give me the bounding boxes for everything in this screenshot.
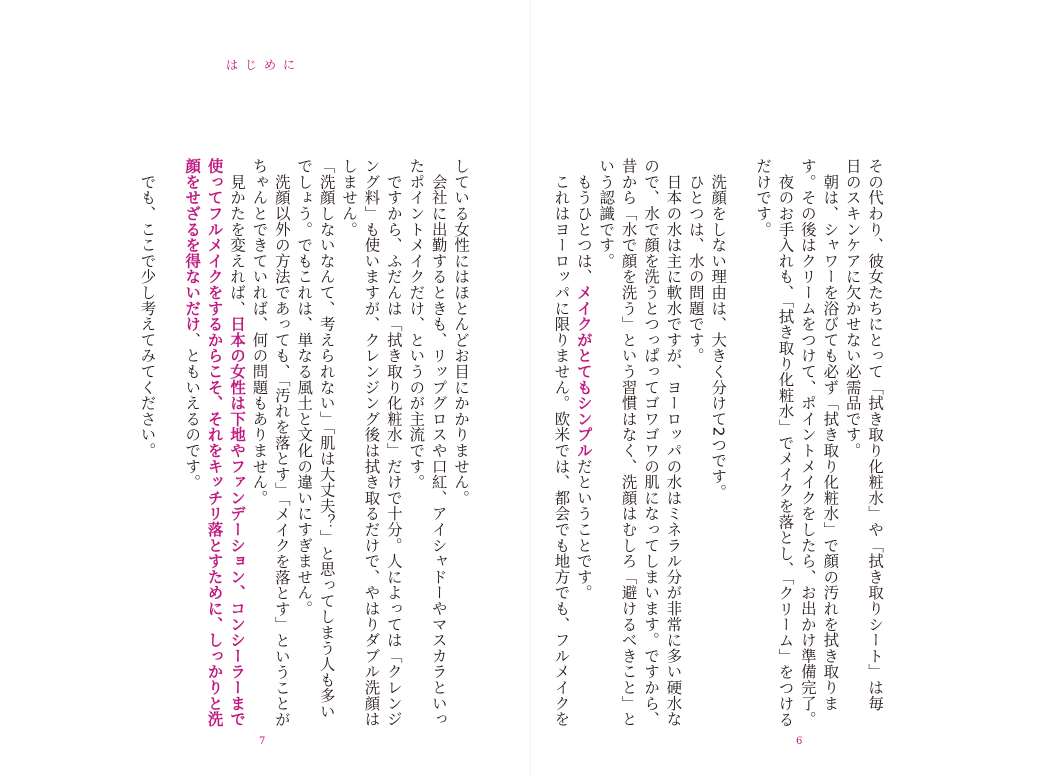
text-line: している女性にはほとんどお目にかかりません。 — [452, 158, 471, 506]
emphasis-text: 顔をせざるを得ないだけ — [183, 158, 202, 332]
text-line: でも、ここで少し考えてみてください。 — [138, 158, 157, 459]
text-line: 顔をせざるを得ないだけ、ともいえるのです。 — [183, 158, 202, 490]
text-line: 洗顔以外の方法であっても、「汚れを落とす」「メイクを落とす」ということが — [272, 158, 291, 728]
blank-line — [158, 158, 180, 698]
emphasis-text: 使ってフルメイクをするからこそ、それをキッチリ落とすために、しっかりと洗 — [205, 158, 224, 727]
right-page-text — [550, 158, 886, 728]
text-line: その代わり、彼女たちにとって「拭き取り化粧水」や「拭き取りシート」は毎 — [866, 158, 885, 711]
text-line: しません。 — [340, 158, 359, 237]
right-page — [531, 0, 1062, 779]
text-line: でしょう。でもこれは、単なる風土と文化の違いにすぎません。 — [295, 158, 314, 617]
text-line: ので、水で顔を洗うとつっぱってゴワゴワの肌になってしまいます。ですから、 — [642, 158, 661, 727]
blank-line — [729, 158, 751, 698]
text-line — [203, 158, 225, 727]
text-line: だけです。 — [754, 158, 773, 237]
text-line: ング料」も使いますが、クレンジング後は拭き取るだけで、やはりダブル洗顔は — [362, 158, 381, 727]
text-line: いう認識です。 — [597, 158, 616, 269]
text-line: す。その後はクリームをつけて、ポイントメイクをしたら、お出かけ準備完了。 — [798, 158, 817, 727]
text-line: 会社に出勤するときも、リップグロスや口紅、アイシャドーやマスカラといっ — [429, 158, 448, 727]
text-line: 日のスキンケアに欠かせない必需品です。 — [843, 158, 862, 459]
text-line: これはヨーロッパに限りません。欧米では、都会でも地方でも、フルメイクを — [552, 158, 571, 727]
text-line: ちゃんとできていれば、何の問題もありません。 — [250, 158, 269, 506]
text-line: ですから、ふだんは「拭き取り化粧水」だけで十分。人によっては「クレンジ — [384, 158, 403, 727]
text-line: もうひとつは、メイクがとてもシンプルだということです。 — [574, 158, 593, 601]
text-line: 日本の水は主に軟水ですが、ヨーロッパの水はミネラル分が非常に多い硬水な — [664, 158, 683, 727]
emphasis-text: 日本の女性は下地やファンデーション、コンシーラーまで — [228, 316, 247, 727]
text-line: 朝は、シャワーを浴びても必ず「拭き取り化粧水」で顔の汚れを拭き取りま — [821, 158, 840, 711]
text-line: 夜のお手入れも、「拭き取り化粧水」でメイクを落とし、「クリーム」をつける — [776, 158, 795, 728]
text-line: ひとつは、水の問題です。 — [686, 158, 705, 364]
text-line: 見かたを変えれば、日本の女性は下地やファンデーション、コンシーラーまで — [228, 158, 247, 727]
emphasis-text: メイクがとてもシンプル — [574, 284, 593, 459]
text-line: たポイントメイクだけ、というのが主流です。 — [407, 158, 426, 490]
text-line: 「洗顔しないなんて、考えられない」「肌は大丈夫？」と思ってしまう人も多い — [317, 158, 336, 720]
left-page-text — [136, 158, 472, 728]
text-line: 昔から「水で顔を洗う」という習慣はなく、洗顔はむしろ「避けるべきこと」と — [619, 158, 638, 727]
running-header: はじめに — [226, 58, 303, 72]
page-number-left: 7 — [259, 736, 266, 747]
left-page — [0, 0, 530, 779]
page-number-right: 6 — [796, 736, 803, 747]
text-line: 洗顔をしない理由は、大きく分けて2つです。 — [709, 158, 728, 500]
